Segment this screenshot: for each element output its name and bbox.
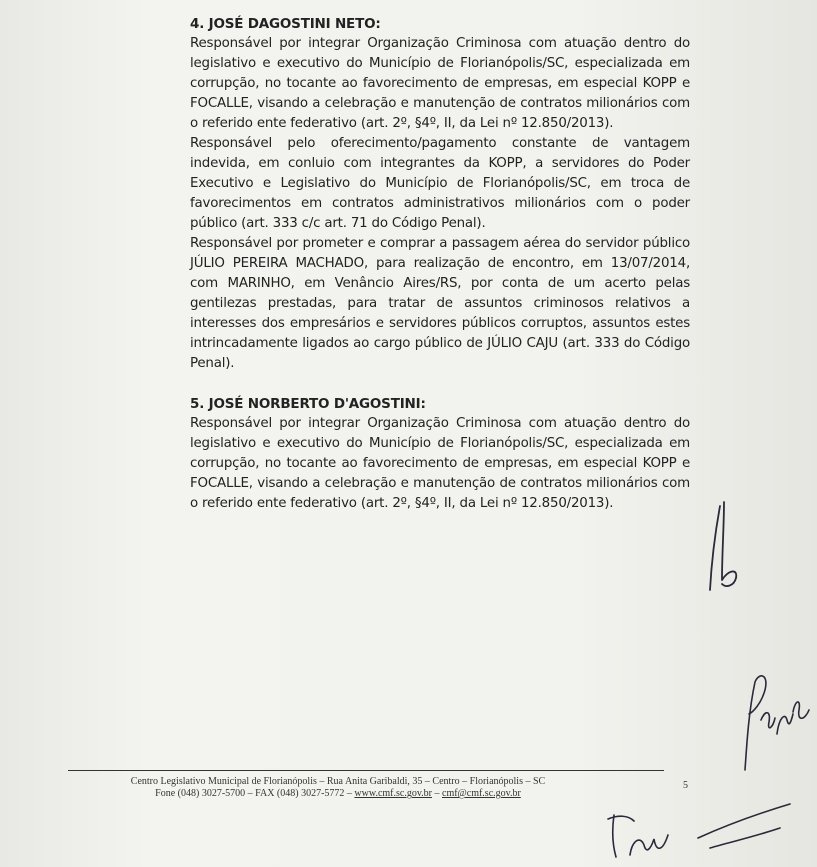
paragraph: Responsável por prometer e comprar a passagem aérea do servidor público JÚLIO PEREIRA MACHADO, para realização de encontro, em 13/07/2014, com MARINHO, em Venâncio Aires/RS, por conta de um acerto pelas gentilezas prestadas, para tratar de assuntos criminosos relativos a interesses dos empresários e servidores públicos corruptos, assuntos estes intrincadamente ligados ao cargo público de JÚLIO CAJU (art. 333 do Código Penal). [190, 236, 690, 371]
footer-separator: – [432, 788, 442, 799]
paragraph: Responsável por integrar Organização Criminosa com atuação dentro do legislativo e executivo do Município de Florianópolis/SC, especializada em corrupção, no tocante ao favorecimento de empresas, em especial KOPP e FOCALLE, visando a celebração e manutenção de contratos milionários com o referido ente federativo (art. 2º, §4º, II, da Lei nº 12.850/2013). [190, 416, 690, 511]
handwritten-signature [735, 660, 815, 790]
section-jose-dagostini-neto [190, 16, 690, 374]
footer-address: Centro Legislativo Municipal de Florianópolis – Rua Anita Garibaldi, 35 – Centro – Florianópolis – SC [130, 776, 546, 787]
footer-website-link[interactable]: www.cmf.sc.gov.br [354, 788, 432, 799]
handwritten-initial-signature [700, 498, 750, 608]
section-heading: 4. JOSÉ DAGOSTINI NETO: [190, 16, 381, 32]
paragraph: Responsável por integrar Organização Criminosa com atuação dentro do legislativo e executivo do Município de Florianópolis/SC, especializada em corrupção, no tocante ao favorecimento de empresas, em especial KOPP e FOCALLE, visando a celebração e manutenção de contratos milionários com o referido ente federativo (art. 2º, §4º, II, da Lei nº 12.850/2013). [190, 36, 690, 131]
paragraph: Responsável pelo oferecimento/pagamento constante de vantagem indevida, em conluio com integrantes da KOPP, a servidores do Poder Executivo e Legislativo do Município de Florianópolis/SC, em troca de favorecimentos em contratos administrativos milionários com o poder público (art. 333 c/c art. 71 do Código Penal). [190, 136, 690, 231]
footer-phone-fax: Fone (048) 3027-5700 – FAX (048) 3027-5772 – [155, 788, 355, 799]
section-jose-norberto-dagostini [190, 396, 690, 514]
footer-email-link[interactable]: cmf@cmf.sc.gov.br [442, 788, 521, 799]
page-number: 5 [683, 780, 688, 791]
section-spacer [190, 374, 690, 396]
footer-divider [68, 770, 664, 771]
handwritten-signature-bottom [690, 798, 800, 858]
section-heading: 5. JOSÉ NORBERTO D'AGOSTINI: [190, 396, 426, 412]
handwritten-rubric [600, 805, 680, 865]
footer [68, 776, 608, 800]
document-body [190, 16, 690, 514]
footer-contact [68, 788, 608, 800]
